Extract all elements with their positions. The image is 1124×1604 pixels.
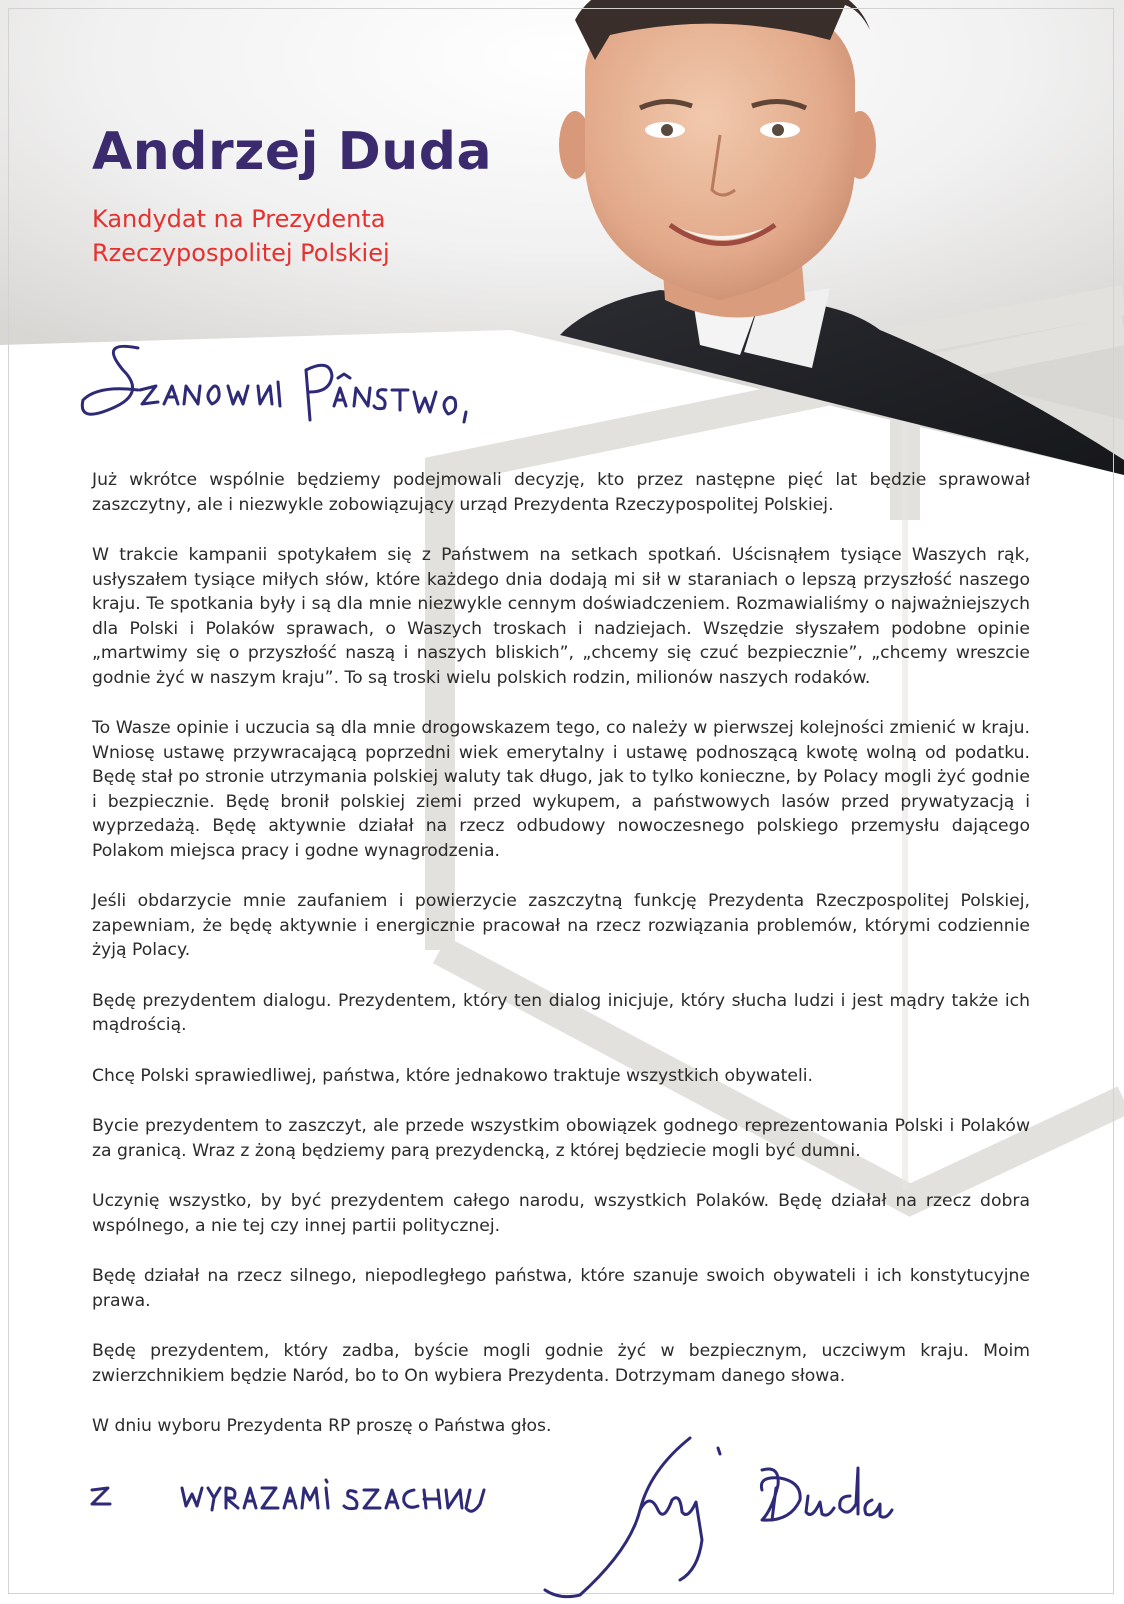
handwritten-closing <box>86 1468 486 1538</box>
subtitle-line-1: Kandydat na Prezydenta <box>92 205 386 233</box>
letter-paragraph-9: Będę działał na rzecz silnego, niepodległego państwa, które szanuje swoich obywateli i ich konstytucyjne prawa. <box>92 1266 1030 1311</box>
handwritten-signature <box>540 1430 910 1600</box>
letter-paragraph-11: W dniu wyboru Prezydenta RP proszę o Państwa głos. <box>92 1416 552 1436</box>
letter-paragraph-2: W trakcie kampanii spotykałem się z Państwem na setkach spotkań. Uścisnąłem tysiące Waszych rąk, usłyszałem tysiące miłych słów, które każdego dnia dodają mi sił w staraniach o lepszą przyszłość naszego kraju. Te spotkania były i są dla mnie niezwykle cennym doświadczeniem. Rozmawialiśmy o najważniejszych dla Polski i Polaków sprawach, o Waszych troskach i nadziejach. Wszędzie słyszałem podobne opinie „martwimy się o przyszłość naszą i naszych bliskich”, „chcemy się czuć bezpiecznie”, „chcemy wreszcie godnie żyć w naszym kraju”. To są troski wielu polskich rodzin, milionów naszych rodaków. <box>92 545 1030 688</box>
handwritten-salutation <box>78 330 478 440</box>
letter-paragraph-5: Będę prezydentem dialogu. Prezydentem, który ten dialog inicjuje, który słucha ludzi i jest mądry także ich mądrością. <box>92 990 1030 1035</box>
letter-paragraph-3: To Wasze opinie i uczucia są dla mnie drogowskazem tego, co należy w pierwszej kolejności zmienić w kraju. Wniosę ustawę przywracającą poprzedni wiek emerytalny i ustawę podnoszącą kwotę wolną od podatku. Będę stał po stronie utrzymania polskiej waluty tak długo, jak to tylko konieczne, by Polacy mogli żyć godnie i bezpiecznie. Będę bronił polskiej ziemi przed wykupem, a państwowych lasów przed prywatyzacją i wyprzedażą. Będę aktywnie działał na rzecz odbudowy nowoczesnego polskiego przemysłu dającego Polakom miejsca pracy i godne wynagrodzenia. <box>92 718 1030 861</box>
letter-paragraph-4: Jeśli obdarzycie mnie zaufaniem i powierzycie zaszczytną funkcję Prezydenta Rzeczpospolitej Polskiej, zapewniam, że będę aktywnie i energicznie pracował na rzecz rozwiązania problemów, którymi codziennie żyją Polacy. <box>92 891 1030 960</box>
subtitle-line-2: Rzeczypospolitej Polskiej <box>92 239 390 267</box>
candidate-name: Andrzej Duda <box>92 122 493 182</box>
letter-body <box>92 468 1030 1465</box>
letter-paragraph-7: Bycie prezydentem to zaszczyt, ale przede wszystkim obowiązek godnego reprezentowania Polski i Polaków za granicą. Wraz z żoną będziemy parą prezydencką, z której będziecie mogli być dumni. <box>92 1116 1030 1161</box>
letter-paragraph-8: Uczynię wszystko, by być prezydentem całego narodu, wszystkich Polaków. Będę działał na rzecz dobra wspólnego, a nie tej czy innej partii politycznej. <box>92 1191 1030 1236</box>
letter-paragraph-10: Będę prezydentem, który zadba, byście mogli godnie żyć w bezpiecznym, uczciwym kraju. Moim zwierzchnikiem będzie Naród, bo to On wybiera Prezydenta. Dotrzymam danego słowa. <box>92 1341 1030 1386</box>
letter-paragraph-6: Chcę Polski sprawiedliwej, państwa, które jednakowo traktuje wszystkich obywateli. <box>92 1065 813 1086</box>
letter-paragraph-1: Już wkrótce wspólnie będziemy podejmowali decyzję, kto przez następne pięć lat będzie sprawował zaszczytny, ale i niezwykle zobowiązujący urząd Prezydenta Rzeczypospolitej Polskiej. <box>92 470 1030 515</box>
candidate-subtitle <box>92 202 512 270</box>
